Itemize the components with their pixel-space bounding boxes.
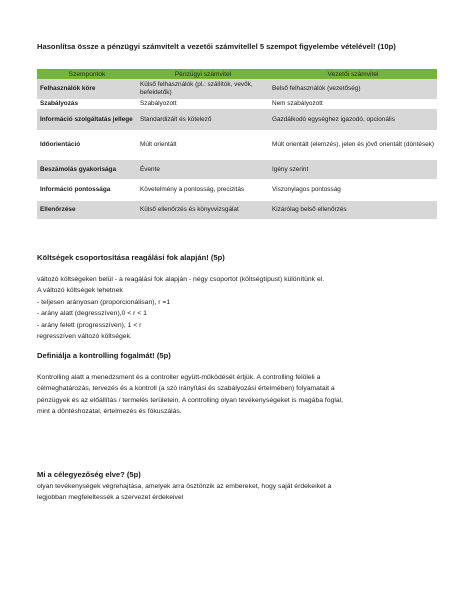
question-2-answer [37,274,439,342]
answer-line: változó költségeken belül - a reagálási fok alapján - négy csoportot (költségtípust) különítünk el. [37,276,325,283]
answer-line: mint a döntéshozatal, értelmezés és fókuszálás. [37,408,182,416]
table-cell-financial: Követelmény a pontosság, precizitás [137,179,269,201]
table-row [37,109,437,130]
question-2-title: Költségek csoportosítása reagálási fok alapján! (5p) [37,253,225,262]
answer-line: - arány alatt (degresszíven),0 < r < 1 [37,310,147,318]
answer-line: olyan tevékenységek végrehajtása, amelyek arra ösztönzik az embereket, hogy saját érdekeiket a [37,483,332,490]
table-cell-criterion: Információ szolgáltatás jellege [37,109,137,130]
table-row [37,99,437,109]
table-cell-management: Múlt orientált (elemzés), jelen és jövő orientált (döntések) [269,130,437,160]
question-4-title: Mi a célegyezőség elve? (5p) [37,470,141,479]
table-header-management: Vezetői számvitel [269,69,437,79]
table-cell-management: Nem szabályozott [269,99,437,109]
table-row [37,179,437,201]
table-header-criteria: Szempontok [37,69,137,79]
table-cell-financial: Külső felhasználók (pl.: szállítók, vevők, befektetők) [137,79,269,99]
answer-line: pénzügyek és az előállítás / termelés területein. A controlling olyan tevékenységeket is magába foglal, [37,396,344,404]
table-cell-management: Gazdálkodó egységhez igazodó, opcionális [269,109,437,130]
answer-line: - teljesen arányosan (proporcionálisan), r =1 [37,298,171,306]
table-cell-criterion: Szabályozás [37,99,137,109]
table-cell-management: Viszonylagos pontosság [269,179,437,201]
table-row [37,130,437,160]
table-row [37,79,437,99]
answer-line: legjobban megfeleltessék a szervezet érdekeivel [37,494,184,502]
answer-line: regresszíven változó költségek. [37,333,132,341]
table-cell-management: Belső felhasználók (vezetőség) [269,79,437,99]
table-cell-financial: Szabályozott [137,99,269,109]
table-cell-management: Kizárólag belső ellenőrzés [269,201,437,219]
answer-line: - arány felett (progresszíven), 1 < r [37,321,142,329]
table-cell-criterion: Ellenőrzése [37,201,137,219]
table-cell-criterion: Felhasználók köre [37,79,137,99]
answer-line: célmeghatározás, tervezés és a kontroll (a szó irányítási és szabályozási értelmében) folyamatait a [37,385,335,393]
table-row [37,160,437,179]
table-cell-financial: Múlt orientált [137,130,269,160]
answer-line: A változó költségek lehetnek [37,287,123,295]
table-cell-financial: Évente [137,160,269,179]
answer-line: Kontrolling alatt a menedzsment és a controller együtt-működését értjük. A controlling felöleli a [37,374,321,381]
table-row [37,201,437,219]
table-cell-criterion: Beszámolás gyakorisága [37,160,137,179]
table-cell-criterion: Időorientáció [37,130,137,160]
question-4-answer [37,481,439,504]
table-cell-management: Igény szerint [269,160,437,179]
question-3-title: Definiálja a kontrolling fogalmát! (5p) [37,351,171,360]
table-cell-financial: Standardizált és kötelező [137,109,269,130]
table-cell-criterion: Információ pontossága [37,179,137,201]
table-cell-financial: Külső ellenőrzés és könyvvizsgálat [137,201,269,219]
question-3-answer [37,372,439,418]
table-header-financial: Pénzügyi számvitel [137,69,269,79]
question-1-title: Hasonlítsa össze a pénzügyi számvitelt a vezetői számvitellel 5 szempot figyelembe vételével! (10p) [37,42,396,51]
comparison-table [37,69,437,219]
